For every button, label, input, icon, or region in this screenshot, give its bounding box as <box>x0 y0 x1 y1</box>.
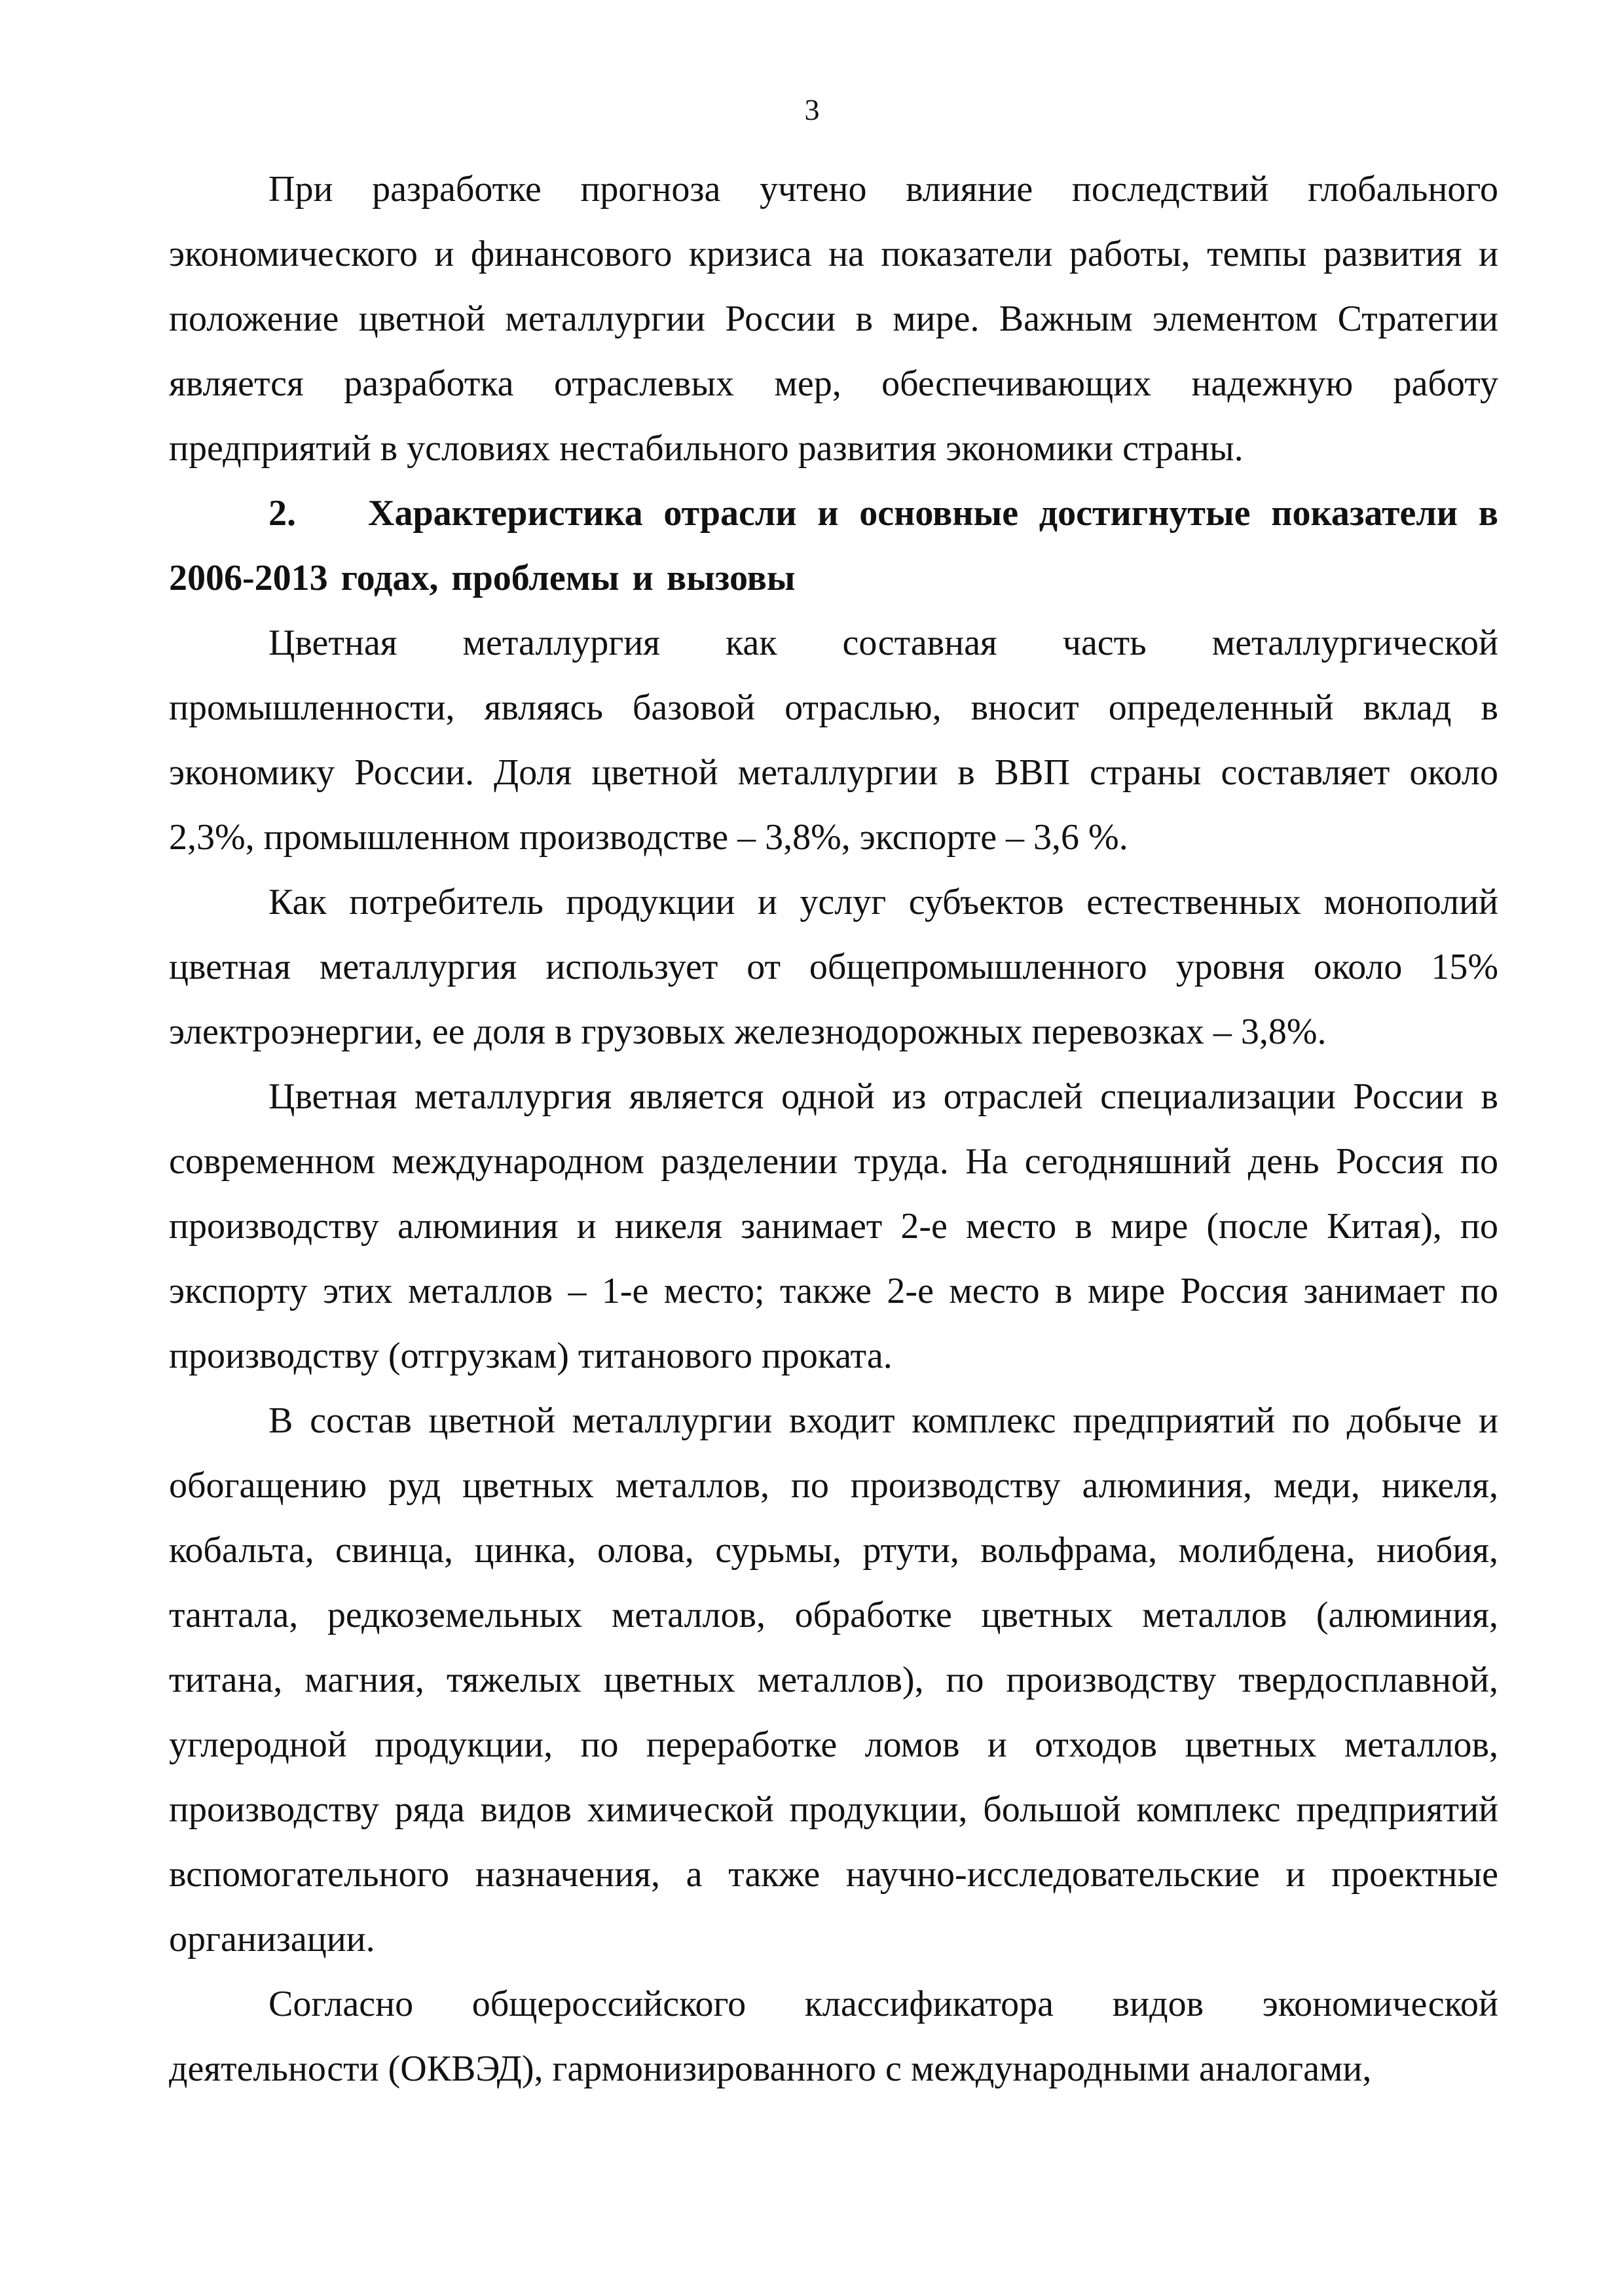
paragraph-forecast: При разработке прогноза учтено влияние последствий глобального экономического и финансового кризиса на показатели работы, темпы развития и положение цветной металлургии России в мире. Важным элементом Стратегии является разработка отраслевых мер, обеспечивающих надежную работу предприятий в условиях нестабильного развития экономики страны. <box>169 169 1498 469</box>
paragraph-industry-share: Цветная металлургия как составная часть металлургической промышленности, являясь базовой отраслью, вносит определенный вклад в экономику России. Доля цветной металлургии в ВВП страны составляет около 2,3%, промышленном производстве – 3,8%, экспорте – 3,6 %. <box>169 623 1498 858</box>
paragraph-natural-monopolies: Как потребитель продукции и услуг субъектов естественных монополий цветная металлургия использует от общепромышленного уровня около 15% электроэнергии, ее доля в грузовых железнодорожных перевозках – 3,8%. <box>169 882 1498 1052</box>
section-heading <box>169 481 1498 611</box>
section-title: Характеристика отрасли и основные достигнутые показатели в 2006-2013 годах, проблемы и вызовы <box>169 493 1498 598</box>
paragraph-okved: Согласно общероссийского классификатора видов экономической деятельности (ОКВЭД), гармонизированного с международными аналогами, <box>169 1984 1498 2089</box>
page-number: 3 <box>804 93 820 126</box>
paragraph-specialization: Цветная металлургия является одной из отраслей специализации России в современном международном разделении труда. На сегодняшний день Россия по производству алюминия и никеля занимает 2-е место в мире (после Китая), по экспорту этих металлов – 1-е место; также 2-е место в мире Россия занимает по производству (отгрузкам) титанового проката. <box>169 1076 1498 1376</box>
paragraph-composition: В состав цветной металлургии входит комплекс предприятий по добыче и обогащению руд цветных металлов, по производству алюминия, меди, никеля, кобальта, свинца, цинка, олова, сурьмы, ртути, вольфрама, молибдена, ниобия, тантала, редкоземельных металлов, обработке цветных металлов (алюминия, титана, магния, тяжелых цветных металлов), по производству твердосплавной, углеродной продукции, по переработке ломов и отходов цветных металлов, производству ряда видов химической продукции, большой комплекс предприятий вспомогательного назначения, а также научно-исследовательские и проектные организации. <box>169 1400 1498 1959</box>
section-number: 2. <box>268 493 296 534</box>
document-body <box>169 157 1498 2102</box>
